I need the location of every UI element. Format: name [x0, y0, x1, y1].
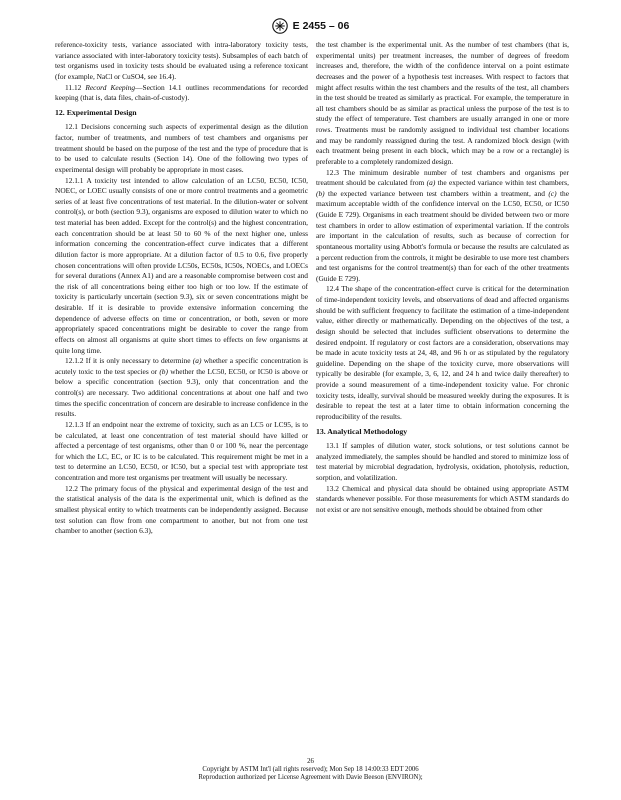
paragraph-12-1: 12.1 Decisions concerning such aspects of experimental design as the dilution factor, number of treatments, and numbers of test chambers and organisms per treatment should be based on the purpose of the test and the type of procedure that is to be used to calculate results (Section 14). One of the following two types of experimental design will probably be appropriate in most cases. [55, 122, 308, 174]
paragraph-13-2: 13.2 Chemical and physical data should be obtained using appropriate ASTM standards whenever possible. For those measurements for which ASTM standards do not exist or are not sensitive enough, methods should be obtained from other [316, 483, 569, 514]
paragraph-13-1: 13.1 If samples of dilution water, stock solutions, or test solutions cannot be analyzed immediately, the samples should be handled and stored to minimize loss of test material by microbial degradation, hydrolysis, oxidation, photolysis, reduction, sorption, and volatilization. [316, 441, 569, 482]
text-run: the expected variance between test chambers within a treatment, and [324, 188, 549, 198]
right-column [316, 40, 569, 516]
paragraph-12-3 [316, 168, 569, 285]
designation: E 2455 – 06 [292, 19, 350, 32]
italic-marker: (b) [316, 188, 325, 198]
paragraph-11-12 [55, 83, 308, 104]
paragraph-continuation: the test chamber is the experimental unit. As the number of test chambers (that is, experimental units) per treatment increases, the number of degrees of freedom increases and, therefore, the width of the confidence interval on a point estimate decreases and the power of a hypothesis test increases. With respect to factors that might affect results within the test chambers and the results of the test, all chambers in the test should be treated as similarly as practical. For example, the temperature in all test chambers should be as similar as practical unless the purpose of the test is to study the effect of temperature. Test chambers are usually arranged in one or more rows. Treatments must be randomly assigned to individual test chamber locations and may be randomly reassigned during the test. A randomized block design (with each treatment being present in each block, which may be a row or a rectangle) is preferable to a completely randomized design. [316, 40, 569, 166]
astm-logo-icon [272, 18, 288, 34]
italic-marker: (b) [159, 366, 168, 376]
italic-marker: (a) [192, 356, 202, 366]
paragraph-continuation: reference-toxicity tests, variance associated with intra-laboratory toxicity tests, variance associated with inter-laboratory toxicity tests). Subsamples of each batch of test organisms used in toxicity tests should be evaluated using a reference toxicant (for example, NaCl or CuSO4, see 16.4). [55, 40, 308, 81]
section-12-heading: 12. Experimental Design [55, 107, 137, 117]
text-run: the maximum acceptable width of the confidence interval on the LC50, EC50, or IC50 (Guide E 729). Organisms in each treatment should be divided between two or more test chambers in order to allow estimation of experimental variation. If the controls are important in the calculation of results, such as because of correction for spontaneous mortality using Abbott's formula or because the results are calculated as a percent reduction from the controls, it might be desirable to use more test chambers and test organisms for the control treatment(s) than for each of the other treatments (Guide E 729). [316, 188, 569, 283]
text-run: 12.3 The minimum desirable number of test chambers and organisms per treatment should be calculated from [316, 167, 569, 188]
text-run: whether a specific concentration is acutely toxic to the test species or [55, 356, 308, 376]
paragraph-12-1-2 [55, 356, 308, 420]
license-notice: Reproduction authorized per License Agreement with Davie Beeson (ENVIRON); [198, 774, 423, 782]
paragraph-12-4: 12.4 The shape of the concentration-effect curve is critical for the determination of time-independent toxicity levels, and observations of dead and affected organisms should be with sufficient frequency to facilitate the estimation of a time-independent value, either directly or mathematically. Depending on the objectives of the test, a design should be selected that includes sufficient observations to determine the desired endpoint. If regulatory or cost factors are a consideration, observations may be made in acute toxicity tests at 24, 48, and 96 h or as stipulated by the regulatory guideline. Depending on the shape of the toxicity curve, more observations will typically be desirable (for example, 3, 6, 12, and 24 h and twice daily thereafter) to provide a sound measurement of a time-independent toxicity value. For chronic toxicity tests, ideally, survival should be measured weekly during the exposures. It is desirable to repeat the test at a later time to obtain information concerning the reproducibility of the results. [316, 284, 569, 421]
text-run: whether the LC50, EC50, or IC50 is above or below a specific concentration (section 9.3), only that concentration and the control(s) are necessary. Two additional concentrations at about one half and two times the specific concentration of concern are desirable to increase confidence in the results. [55, 366, 308, 419]
left-column [55, 40, 308, 537]
clause-title: Record Keeping [85, 82, 136, 92]
page-number: 26 [307, 758, 314, 765]
text-run: 12.1.2 If it is only necessary to determine [65, 356, 193, 366]
paragraph-12-1-3: 12.1.3 If an endpoint near the extreme of toxicity, such as an LC5 or LC95, is to be calculated, at least one concentration of test material should have killed or affected a percentage of test organisms, other than 0 or 100 %, near the percentage for which the LC, EC, or IC is to be calculated. This requirement might be met in a test to determine an LC50, EC50, or IC50, but a special test with appropriate test concentration and more test organisms per treatment will usually be necessary. [55, 419, 308, 482]
italic-marker: (a) [426, 178, 436, 188]
clause-number: 11.12 [65, 82, 82, 92]
italic-marker: (c) [548, 188, 557, 198]
page-header [0, 18, 621, 34]
paragraph-12-2: 12.2 The primary focus of the physical and experimental design of the test and the statistical analysis of the data is the experimental unit, which is defined as the smallest physical entity to which treatments can be independently assigned. Because test solution can flow from one compartment to another, but not from one test chamber to another (section 6.3), [55, 483, 308, 536]
page-footer [0, 758, 621, 783]
copyright-notice: Copyright by ASTM Int'l (all rights reserved); Mon Sep 18 14:00:33 EDT 2006 [202, 766, 419, 774]
text-run: the expected variance within test chambers, [435, 178, 569, 188]
clause-text: —Section 14.1 outlines recommendations for recorded keeping (that is, data files, chain-of-custody). [55, 82, 308, 103]
section-13-heading: 13. Analytical Methodology [316, 426, 408, 436]
paragraph-12-1-1: 12.1.1 A toxicity test intended to allow calculation of an LC50, EC50, IC50, NOEC, or LOEC usually consists of one or more control treatments and a geometric series of at least five concentrations of test material. In the dilution-water or solvent control(s), or both (section 9.3), organisms are exposed to dilution water to which no test material has been added. Except for the control(s) and the highest concentration, each concentration should be at least 50 to 60 % of the next higher one, unless information concerning the concentration-effect curve indicates that a different dilution factor is more appropriate. At a dilution factor of 0.5 to 0.6, five properly chosen concentrations will often provide LC50s, EC50s, IC50s, NOECs, and LOECs for several durations (Annex A1) and are a reasonable compromise between cost and the risk of all concentrations being either too high or too low. If the estimate of toxicity is particularly uncertain (section 9.3), six or seven concentrations might be desirable. If it is desirable to provide extensive information concerning the dependence of adverse effects on time or concentration, or both, seven or more appropriately spaced concentrations might be desirable to cover the range from effects on almost all organisms at quite short times to effects on few organisms at quite long time. [55, 175, 308, 355]
